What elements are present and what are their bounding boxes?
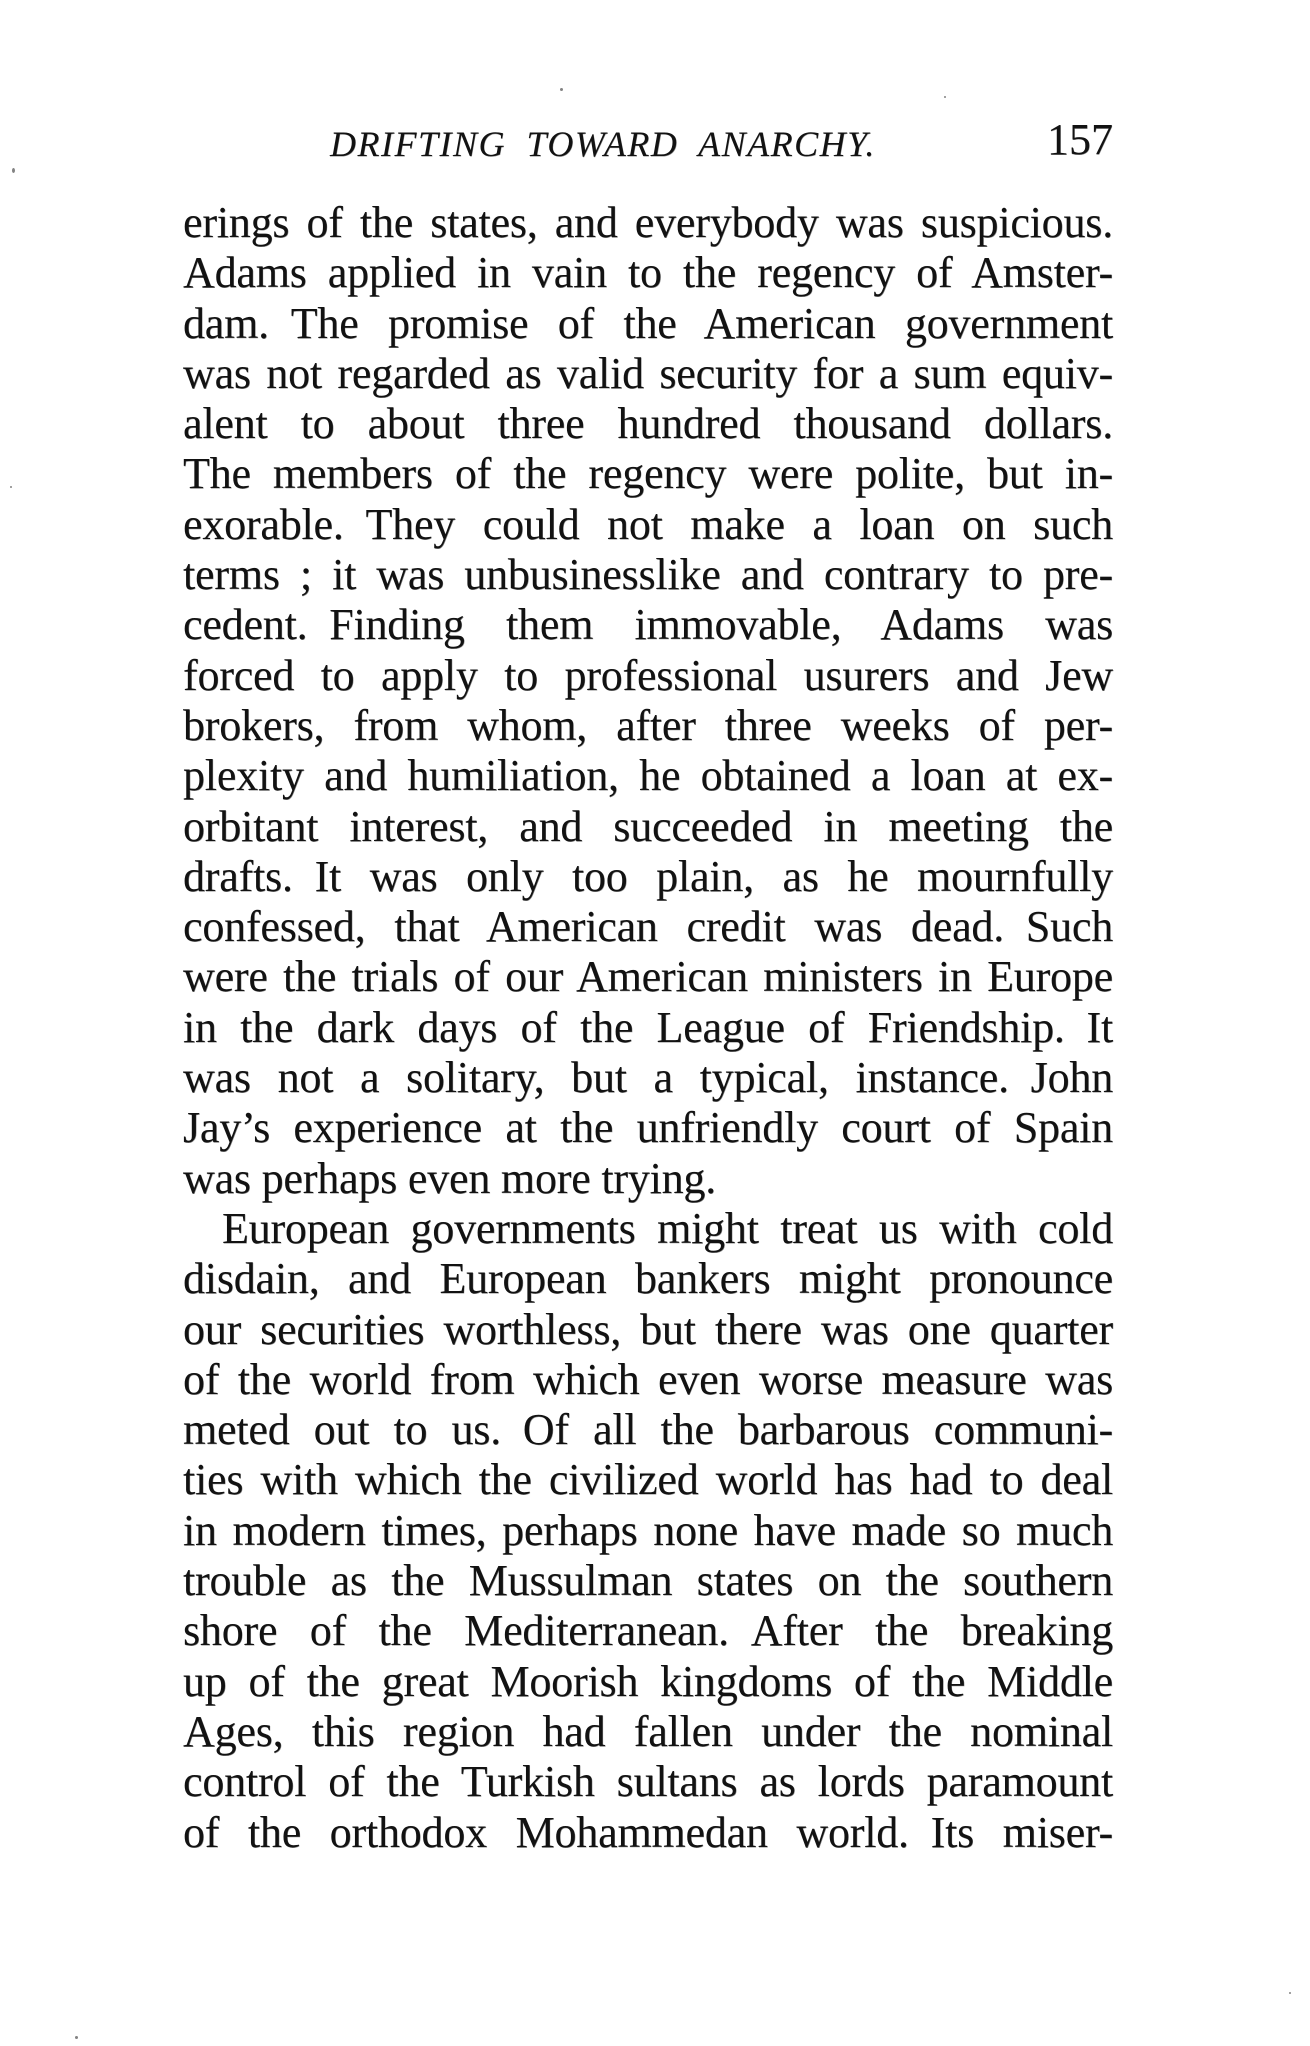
running-title: DRIFTING TOWARD ANARCHY. <box>330 124 876 164</box>
text-line: disdain, and European bankers might pronounce <box>183 1254 1113 1304</box>
text-line: Adams applied in vain to the regency of Amster- <box>183 248 1113 298</box>
text-line: control of the Turkish sultans as lords paramount <box>183 1757 1113 1807</box>
text-line: up of the great Moorish kingdoms of the Middle <box>183 1656 1113 1706</box>
text-line: alent to about three hundred thousand dollars. <box>183 399 1113 449</box>
text-line: was not regarded as valid security for a sum equiv- <box>183 348 1113 398</box>
text-line: of the world from which even worse measure was <box>183 1354 1113 1404</box>
scan-speck <box>75 2036 78 2039</box>
text-column <box>183 198 1113 1858</box>
text-line: in modern times, perhaps none have made so much <box>183 1505 1113 1555</box>
text-line: shore of the Mediterranean. After the breaking <box>183 1606 1113 1656</box>
text-line: forced to apply to professional usurers and Jew <box>183 650 1113 700</box>
text-line: in the dark days of the League of Friendship. It <box>183 1002 1113 1052</box>
scan-speck <box>10 486 12 488</box>
scan-speck <box>560 88 563 91</box>
text-line: meted out to us. Of all the barbarous communi- <box>183 1405 1113 1455</box>
text-line: cedent. Finding them immovable, Adams was <box>183 600 1113 650</box>
text-line: plexity and humiliation, he obtained a loan at ex- <box>183 751 1113 801</box>
text-line: orbitant interest, and succeeded in meeting the <box>183 801 1113 851</box>
text-line: terms ; it was unbusinesslike and contrary to pre- <box>183 550 1113 600</box>
text-line: Ages, this region had fallen under the nominal <box>183 1706 1113 1756</box>
page-header <box>183 0 1113 170</box>
scan-speck <box>944 96 946 98</box>
scan-speck <box>1289 1992 1291 1994</box>
text-line: confessed, that American credit was dead. Such <box>183 902 1113 952</box>
text-line: our securities worthless, but there was one quarter <box>183 1304 1113 1354</box>
text-line: Jay’s experience at the unfriendly court of Spain <box>183 1103 1113 1153</box>
text-line: exorable. They could not make a loan on such <box>183 499 1113 549</box>
text-line: ties with which the civilized world has had to deal <box>183 1455 1113 1505</box>
scan-speck <box>12 168 15 173</box>
text-line: of the orthodox Mohammedan world. Its miser- <box>183 1807 1113 1857</box>
page-number: 157 <box>1047 115 1113 164</box>
text-line: drafts. It was only too plain, as he mournfully <box>183 851 1113 901</box>
text-line: The members of the regency were polite, but in- <box>183 449 1113 499</box>
text-line: trouble as the Mussulman states on the southern <box>183 1556 1113 1606</box>
text-line: was not a solitary, but a typical, instance. John <box>183 1053 1113 1103</box>
text-line: erings of the states, and everybody was suspicious. <box>183 198 1113 247</box>
text-line: were the trials of our American ministers in Europe <box>183 952 1113 1002</box>
text-line: brokers, from whom, after three weeks of per- <box>183 700 1113 750</box>
text-line: European governments might treat us with cold <box>222 1203 1113 1253</box>
text-line: was perhaps even more trying. <box>183 1153 717 1203</box>
text-line: dam. The promise of the American government <box>183 298 1113 348</box>
